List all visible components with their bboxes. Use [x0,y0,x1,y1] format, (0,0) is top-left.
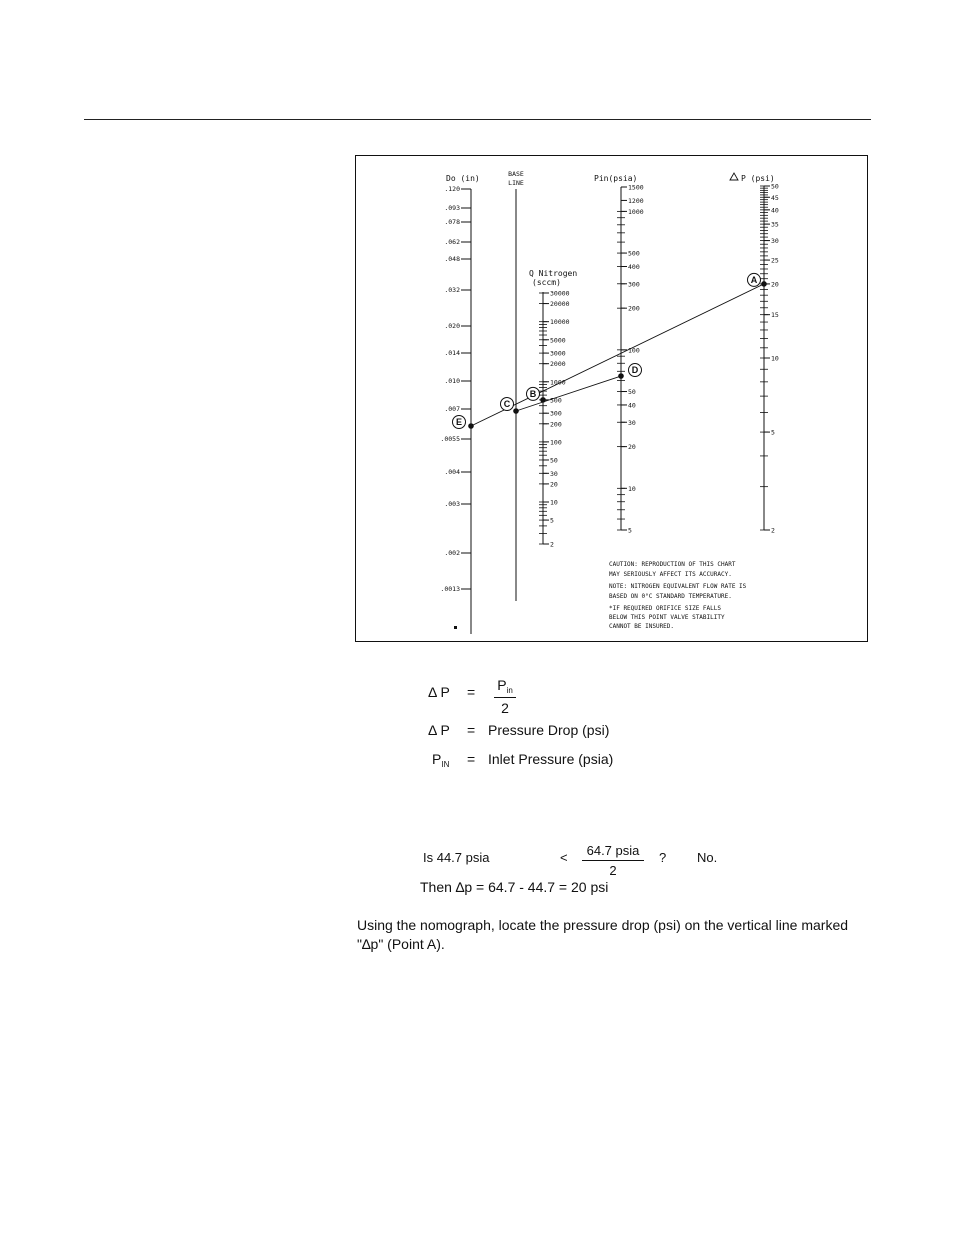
q-axis-title: Q Nitrogen [529,269,578,278]
do-tick-label: .004 [444,468,460,476]
nomograph-chart [355,155,868,642]
definition-text: Inlet Pressure (psia) [488,751,614,767]
dp-tick-label: 5 [771,428,775,437]
pin-tick-label: 40 [628,401,636,410]
point-d-marker [618,373,624,379]
dp-tick-label: 40 [771,206,779,215]
do-tick-label: .032 [444,286,460,294]
dp-tick-label: 30 [771,237,779,246]
do-tick-label: .003 [444,500,460,508]
check-answer: No. [697,850,718,865]
q-tick-label: 1000 [550,378,566,387]
chart-note: CANNOT BE INSURED. [609,623,675,630]
q-tick-label: 5 [550,516,554,525]
dp-tick-label: 2 [771,526,775,535]
do-axis-title: Do (in) [446,174,480,183]
q-tick-label: 10000 [550,318,570,327]
dp-tick-label: 50 [771,182,779,191]
base-line-title: LINE [508,179,524,187]
chart-note: NOTE: NITROGEN EQUIVALENT FLOW RATE IS [609,583,747,590]
q-tick-label: 500 [550,396,562,405]
do-tick-label: .120 [444,185,460,193]
check-numerator: 64.7 psia [586,843,640,858]
do-tick-label: .014 [444,349,460,357]
pin-tick-label: 20 [628,443,636,452]
q-tick-label: 30000 [550,289,570,298]
nomograph-svg [356,156,866,640]
do-tick-label: .062 [444,238,460,246]
q-tick-label: 10 [550,498,558,507]
point-e-label: E [455,417,463,428]
definition-symbol-sub: IN [441,760,450,769]
q-tick-label: 30 [550,469,558,478]
pin-tick-label: 1000 [628,207,644,216]
check-question: ? [659,850,667,865]
pin-tick-label: 1500 [628,183,644,192]
definition-symbol [432,751,449,769]
formula-numerator [497,677,513,693]
dp-tick-label: 25 [771,256,779,265]
point-c-label: C [503,399,511,410]
q-tick-label: 20000 [550,300,570,309]
formula-equals: = [467,684,476,700]
check-left: Is 44.7 psia [423,850,490,865]
base-line-title: BASE [508,170,524,178]
pin-tick-label: 1200 [628,196,644,205]
fraction-bar [494,697,516,698]
q-tick-label: 20 [550,480,558,489]
dp-tick-label: 10 [771,354,779,363]
instruction-paragraph: Using the nomograph, locate the pressure drop (psi) on the vertical line marked "∆p" (Point A). [357,917,849,952]
check-result: Then ∆p = 64.7 - 44.7 = 20 psi [420,879,609,895]
chart-note: BELOW THIS POINT VALVE STABILITY [609,614,725,621]
point-c-marker [513,408,519,414]
q-tick-label: 2000 [550,360,566,369]
pin-axis-title: Pin(psia) [594,174,638,183]
point-b-marker [540,397,546,403]
do-tick-label: .020 [444,322,460,330]
do-tick-label: .048 [444,255,460,263]
stability-marker [454,626,457,629]
formula-numerator-main: P [497,677,507,693]
point-a-label: A [750,275,758,286]
check-fraction [582,843,644,878]
dp-axis-title: P (psi) [741,174,775,183]
q-tick-label: 2 [550,540,554,549]
definition-symbol-main: Δ P [428,722,450,738]
pin-tick-label: 5 [628,526,632,535]
do-tick-label: .002 [444,549,460,557]
chart-note: *IF REQUIRED ORIFICE SIZE FALLS [609,605,721,612]
definition-symbol [428,722,450,738]
pin-tick-label: 400 [628,262,640,271]
q-tick-label: 200 [550,420,562,429]
chart-note: MAY SERIOUSLY AFFECT ITS ACCURACY. [609,571,732,578]
fraction-bar [582,860,644,861]
do-tick-label: .0055 [440,435,460,443]
formula-numerator-sub: in [506,686,513,695]
q-axis-title: (sccm) [532,278,561,287]
point-e-marker [468,423,474,429]
point-a-marker [761,281,767,287]
dp-tick-label: 35 [771,220,779,229]
check-operator: < [560,850,568,865]
pin-tick-label: 10 [628,484,636,493]
q-tick-label: 50 [550,456,558,465]
dp-tick-label: 15 [771,311,779,320]
do-tick-label: .007 [444,405,460,413]
do-tick-label: .093 [444,204,460,212]
do-tick-label: .078 [444,218,460,226]
pin-tick-label: 500 [628,249,640,258]
formula-lhs: Δ P [428,684,450,700]
formula-fraction [494,677,516,716]
pin-tick-label: 300 [628,280,640,289]
definition-equals: = [467,751,476,767]
formula-denominator: 2 [501,700,509,716]
definition-symbol-main: P [432,751,442,767]
delta-icon [730,173,738,180]
point-b-label: B [529,389,537,400]
do-tick-label: .010 [444,377,460,385]
header-rule [84,119,871,120]
chart-note: CAUTION: REPRODUCTION OF THIS CHART [609,561,736,568]
pin-tick-label: 100 [628,346,640,355]
dp-tick-label: 20 [771,280,779,289]
q-tick-label: 300 [550,409,562,418]
q-tick-label: 3000 [550,349,566,358]
point-d-label: D [631,365,639,376]
definition-equals: = [467,722,476,738]
pin-tick-label: 200 [628,304,640,313]
q-tick-label: 5000 [550,336,566,345]
do-tick-label: .0013 [440,585,460,593]
chart-note: BASED ON 0°C STANDARD TEMPERATURE. [609,593,732,600]
pin-tick-label: 50 [628,388,636,397]
q-tick-label: 100 [550,438,562,447]
dp-tick-label: 45 [771,193,779,202]
check-denominator: 2 [609,863,617,878]
definition-text: Pressure Drop (psi) [488,722,610,738]
pin-tick-label: 30 [628,418,636,427]
